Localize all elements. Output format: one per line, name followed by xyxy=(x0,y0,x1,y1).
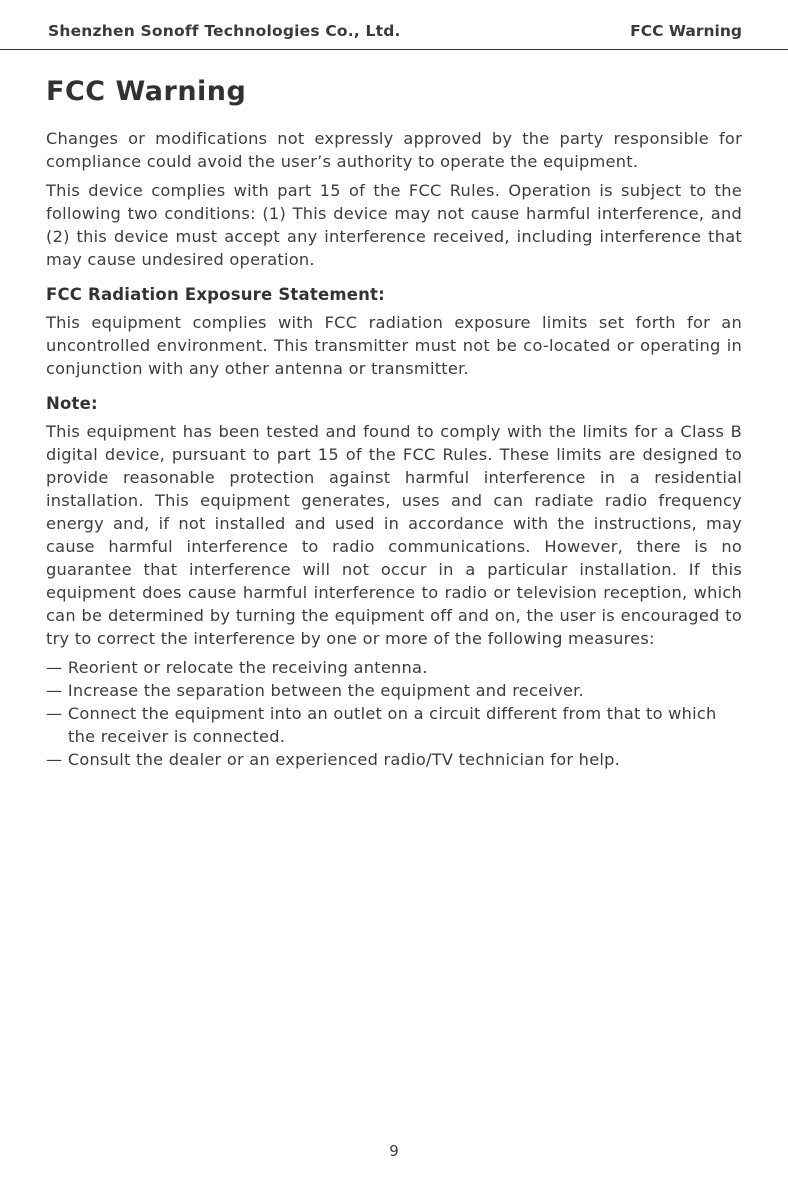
page-content xyxy=(0,76,788,771)
measures-list xyxy=(46,656,742,771)
paragraph-modifications: Changes or modifications not expressly approved by the party responsible for compliance could avoid the user’s authority to operate the equipment. xyxy=(46,129,742,171)
page-number: 9 xyxy=(389,1142,399,1160)
section-heading-radiation: FCC Radiation Exposure Statement: xyxy=(46,285,385,304)
section-heading-note: Note: xyxy=(46,394,98,413)
list-item-separation: — Increase the separation between the equipment and receiver. xyxy=(46,681,584,700)
list-item-outlet: — Connect the equipment into an outlet on a circuit different from that to which the receiver is connected. xyxy=(46,704,717,746)
list-item-consult: — Consult the dealer or an experienced radio/TV technician for help. xyxy=(46,750,621,769)
paragraph-part15: This device complies with part 15 of the FCC Rules. Operation is subject to the following two conditions: (1) This device may not cause harmful interference, and (2) this device must accept any interference received, including interference that may cause undesired operation. xyxy=(46,181,742,269)
paragraph-radiation: This equipment complies with FCC radiation exposure limits set forth for an uncontrolled environment. This transmitter must not be co-located or operating in conjunction with any other antenna or transmitter. xyxy=(46,313,742,378)
header-section-title: FCC Warning xyxy=(630,22,742,40)
page-footer xyxy=(0,1141,788,1160)
paragraph-note: This equipment has been tested and found to comply with the limits for a Class B digital device, pursuant to part 15 of the FCC Rules. These limits are designed to provide reasonable protection against harmful interference in a residential installation. This equipment generates, uses and can radiate radio frequency energy and, if not installed and used in accordance with the instructions, may cause harmful interference to radio communications. However, there is no guarantee that interference will not occur in a particular installation. If this equipment does cause harmful interference to radio or television reception, which can be determined by turning the equipment off and on, the user is encouraged to try to correct the interference by one or more of the following measures: xyxy=(46,422,742,648)
list-item-reorient: — Reorient or relocate the receiving antenna. xyxy=(46,658,428,677)
page-title: FCC Warning xyxy=(46,76,247,107)
header-company: Shenzhen Sonoff Technologies Co., Ltd. xyxy=(48,22,401,40)
page-header xyxy=(0,0,788,50)
